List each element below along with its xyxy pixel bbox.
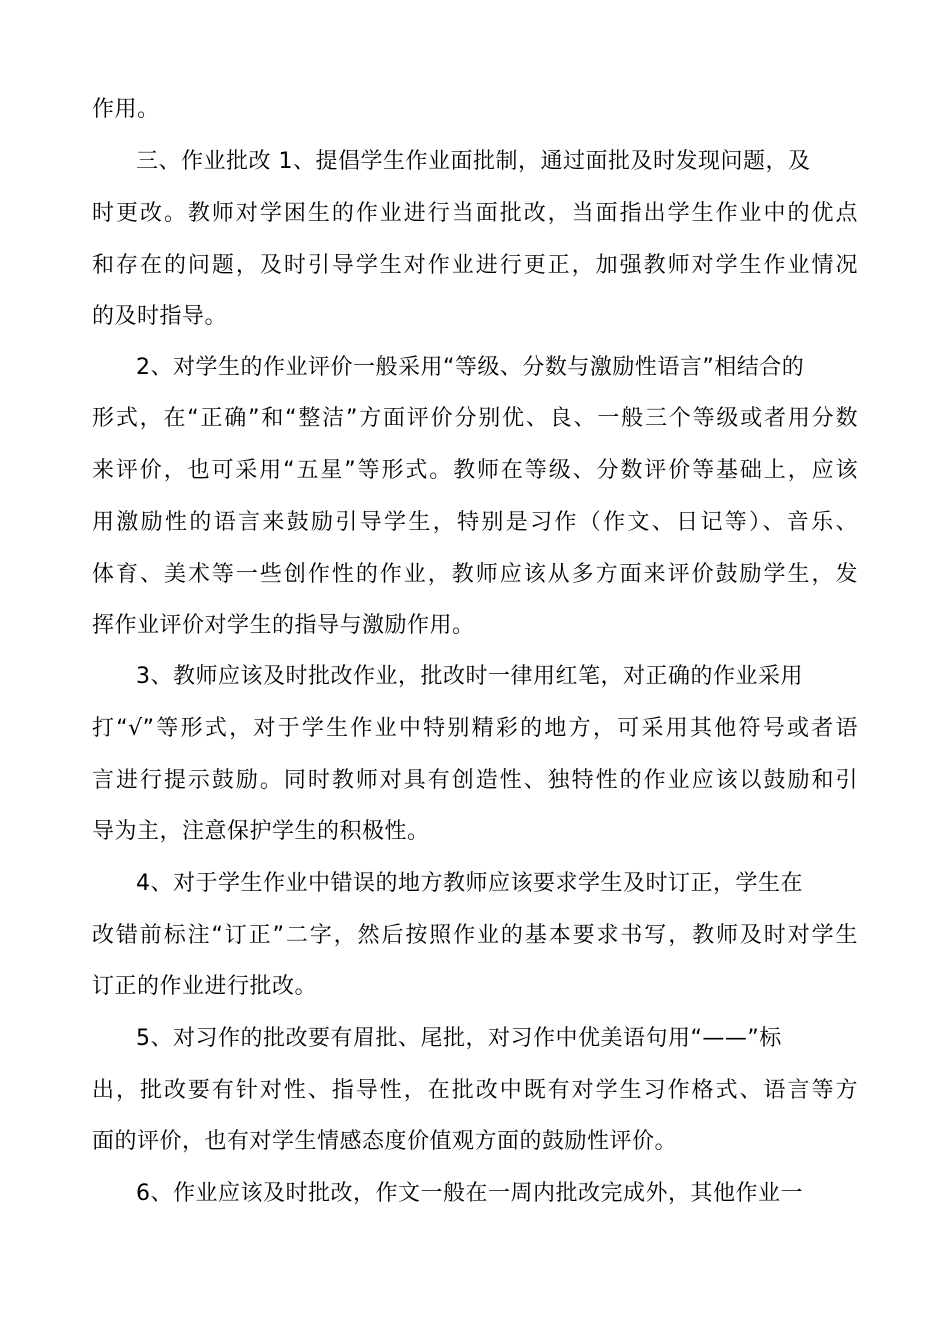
paragraph-first-line: 2、对学生的作业评价一般采用“等级、分数与激励性语言”相结合的: [136, 355, 805, 380]
paragraph-first-line: 5、对习作的批改要有眉批、尾批，对习作中优美语句用“——”标: [136, 1026, 782, 1051]
text-line: 时更改。教师对学困生的作业进行当面批改，当面指出学生作业中的优点: [92, 201, 858, 226]
text-line: 来评价，也可采用“五星”等形式。教师在等级、分数评价等基础上，应该: [92, 458, 858, 483]
text-line: 订正的作业进行批改。: [92, 974, 318, 999]
text-line: 作用。: [92, 97, 160, 122]
text-line: 打“√”等形式，对于学生作业中特别精彩的地方，可采用其他符号或者语: [92, 716, 858, 741]
text-line: 出，批改要有针对性、指导性，在批改中既有对学生习作格式、语言等方: [92, 1078, 858, 1103]
text-line: 面的评价，也有对学生情感态度价值观方面的鼓励性评价。: [92, 1129, 678, 1154]
text-line: 的及时指导。: [92, 304, 228, 329]
paragraph-first-line: 4、对于学生作业中错误的地方教师应该要求学生及时订正，学生在: [136, 871, 803, 896]
text-line: 导为主，注意保护学生的积极性。: [92, 819, 430, 844]
text-line: 体育、美术等一些创作性的作业，教师应该从多方面来评价鼓励学生，发: [92, 562, 858, 587]
text-line: 改错前标注“订正”二字，然后按照作业的基本要求书写，教师及时对学生: [92, 923, 858, 948]
paragraph-first-line: 三、作业批改 1、提倡学生作业面批制，通过面批及时发现问题，及: [136, 149, 811, 174]
text-line: 用激励性的语言来鼓励引导学生，特别是习作（作文、日记等）、音乐、: [92, 510, 858, 535]
text-line: 言进行提示鼓励。同时教师对具有创造性、独特性的作业应该以鼓励和引: [92, 768, 858, 793]
text-line: 挥作业评价对学生的指导与激励作用。: [92, 613, 475, 638]
text-line: 形式，在“正确”和“整洁”方面评价分别优、良、一般三个等级或者用分数: [92, 406, 858, 431]
text-line: 和存在的问题，及时引导学生对作业进行更正，加强教师对学生作业情况: [92, 253, 858, 278]
paragraph-first-line: 6、作业应该及时批改，作文一般在一周内批改完成外，其他作业一: [136, 1181, 803, 1206]
paragraph-first-line: 3、教师应该及时批改作业，批改时一律用红笔，对正确的作业采用: [136, 664, 803, 689]
